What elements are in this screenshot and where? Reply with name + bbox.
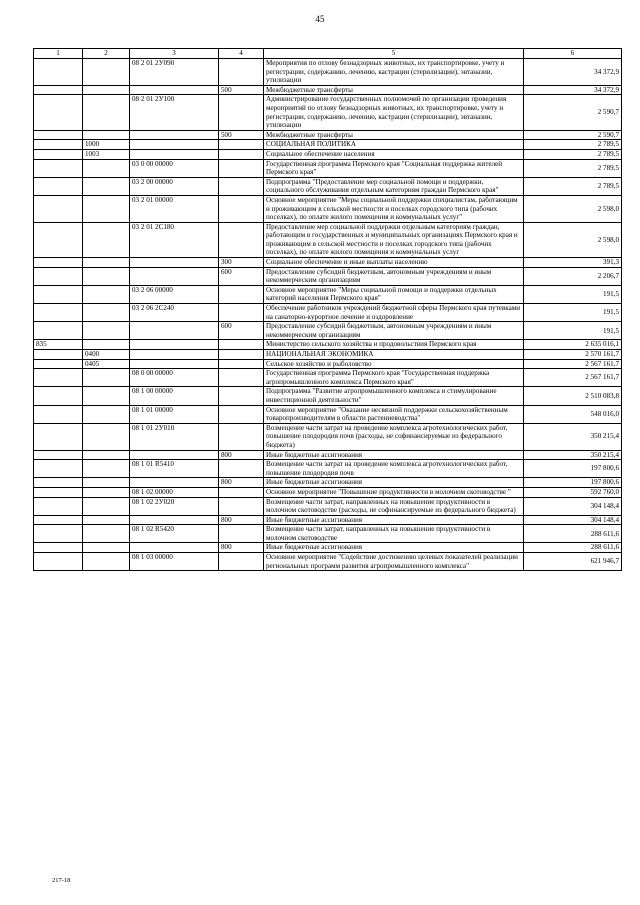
- section-code-cell: [83, 95, 130, 130]
- ministry-code-cell: [34, 405, 83, 423]
- target-article-cell: [130, 322, 219, 340]
- target-article-cell: 08 1 00 00000: [130, 387, 219, 405]
- section-code-cell: [83, 177, 130, 195]
- section-code-cell: [83, 222, 130, 257]
- ministry-code-cell: [34, 487, 83, 497]
- target-article-cell: [130, 258, 219, 268]
- description-cell: Иные бюджетные ассигнования: [264, 450, 524, 460]
- expense-type-cell: [219, 387, 264, 405]
- expense-type-cell: [219, 487, 264, 497]
- target-article-cell: 03 2 01 00000: [130, 195, 219, 222]
- expense-type-cell: [219, 359, 264, 369]
- expense-type-cell: 600: [219, 267, 264, 285]
- amount-cell: 2 567 161,7: [524, 369, 622, 387]
- amount-cell: 288 611,6: [524, 525, 622, 543]
- table-row: [34, 177, 622, 195]
- section-code-cell: [83, 543, 130, 553]
- table-row: [34, 359, 622, 369]
- target-article-cell: 08 2 01 2У090: [130, 59, 219, 86]
- table-row: [34, 543, 622, 553]
- description-cell: Государственная программа Пермского края "Государственная поддержка агропромышленного комплекса Пермского края": [264, 369, 524, 387]
- budget-table: [33, 48, 622, 571]
- section-code-cell: [83, 130, 130, 140]
- target-article-cell: [130, 359, 219, 369]
- description-cell: Возмещение части затрат на проведение комплекса агротехнологических работ, повышение плодородия почв (расходы, не софинансируемые из федерального бюджета): [264, 423, 524, 450]
- table-row: [34, 460, 622, 478]
- expense-type-cell: 800: [219, 543, 264, 553]
- description-cell: Предоставление субсидий бюджетным, автономным учреждениям и иным некоммерческим организациям: [264, 267, 524, 285]
- description-cell: Предоставление мер социальной поддержки отдельным категориям граждан, работающим в государственных и муниципальных организациях Пермского края и проживающим в сельской местности и поселках городского типа (рабочих поселках), по оплате жилого помещения и коммунальных услуг: [264, 222, 524, 257]
- ministry-code-cell: [34, 267, 83, 285]
- target-article-cell: 08 0 00 00000: [130, 369, 219, 387]
- expense-type-cell: [219, 304, 264, 322]
- description-cell: Подпрограмма "Предоставление мер социальной помощи и поддержки, социального обслуживания отдельным категориям граждан Пермского края": [264, 177, 524, 195]
- amount-cell: 34 372,9: [524, 59, 622, 86]
- amount-cell: 2 598,0: [524, 195, 622, 222]
- ministry-code-cell: [34, 525, 83, 543]
- ministry-code-cell: [34, 222, 83, 257]
- amount-cell: 2 635 016,1: [524, 340, 622, 350]
- table-row: [34, 450, 622, 460]
- section-code-cell: [83, 340, 130, 350]
- amount-cell: 191,5: [524, 285, 622, 303]
- ministry-code-cell: [34, 478, 83, 488]
- expense-type-cell: 800: [219, 478, 264, 488]
- section-code-cell: 0405: [83, 359, 130, 369]
- target-article-cell: 08 1 02 R5420: [130, 525, 219, 543]
- ministry-code-cell: [34, 359, 83, 369]
- ministry-code-cell: [34, 177, 83, 195]
- expense-type-cell: [219, 553, 264, 571]
- table-row: [34, 140, 622, 150]
- description-cell: Социальное обеспечение и иные выплаты населению: [264, 258, 524, 268]
- ministry-code-cell: [34, 130, 83, 140]
- target-article-cell: [130, 149, 219, 159]
- table-row: [34, 478, 622, 488]
- section-code-cell: [83, 159, 130, 177]
- section-code-cell: [83, 387, 130, 405]
- amount-cell: 350 215,4: [524, 450, 622, 460]
- ministry-code-cell: [34, 149, 83, 159]
- table-row: [34, 85, 622, 95]
- target-article-cell: 03 0 00 00000: [130, 159, 219, 177]
- description-cell: Возмещение части затрат на проведение комплекса агротехнологических работ, повышение плодородия почв: [264, 460, 524, 478]
- target-article-cell: [130, 450, 219, 460]
- ministry-code-cell: [34, 369, 83, 387]
- target-article-cell: [130, 543, 219, 553]
- ministry-code-cell: [34, 304, 83, 322]
- amount-cell: 350 215,4: [524, 423, 622, 450]
- target-article-cell: 08 1 02 2У020: [130, 497, 219, 515]
- ministry-code-cell: [34, 85, 83, 95]
- expense-type-cell: [219, 340, 264, 350]
- target-article-cell: 08 1 01 2У010: [130, 423, 219, 450]
- section-code-cell: [83, 59, 130, 86]
- ministry-code-cell: [34, 553, 83, 571]
- section-code-cell: [83, 515, 130, 525]
- table-row: [34, 497, 622, 515]
- description-cell: Мероприятия по отлову безнадзорных животных, их транспортировке, учету и регистрации, содержанию, лечению, кастрации (стерилизации), эвтаназии, утилизации: [264, 59, 524, 86]
- amount-cell: 2 570 161,7: [524, 350, 622, 360]
- description-cell: Иные бюджетные ассигнования: [264, 478, 524, 488]
- ministry-code-cell: [34, 460, 83, 478]
- table-row: [34, 149, 622, 159]
- expense-type-cell: [219, 285, 264, 303]
- ministry-code-cell: [34, 95, 83, 130]
- table-row: [34, 222, 622, 257]
- ministry-code-cell: [34, 322, 83, 340]
- table-row: [34, 322, 622, 340]
- section-code-cell: [83, 258, 130, 268]
- header-cell: 3: [130, 49, 219, 59]
- expense-type-cell: [219, 222, 264, 257]
- expense-type-cell: 800: [219, 515, 264, 525]
- description-cell: Сельское хозяйство и рыболовство: [264, 359, 524, 369]
- ministry-code-cell: [34, 423, 83, 450]
- target-article-cell: 08 1 01 00000: [130, 405, 219, 423]
- amount-cell: 592 760,0: [524, 487, 622, 497]
- table-row: [34, 304, 622, 322]
- description-cell: Социальное обеспечение населения: [264, 149, 524, 159]
- description-cell: Подпрограмма "Развитие агропромышленного комплекса и стимулирование инвестиционной деятельности": [264, 387, 524, 405]
- target-article-cell: 03 2 00 00000: [130, 177, 219, 195]
- table-row: [34, 267, 622, 285]
- section-code-cell: [83, 553, 130, 571]
- section-code-cell: [83, 304, 130, 322]
- target-article-cell: 08 1 01 R5410: [130, 460, 219, 478]
- amount-cell: 621 946,7: [524, 553, 622, 571]
- section-code-cell: [83, 450, 130, 460]
- header-cell: 6: [524, 49, 622, 59]
- expense-type-cell: [219, 149, 264, 159]
- description-cell: Основное мероприятие "Меры социальной помощи и поддержки отдельных категорий населения Пермского края": [264, 285, 524, 303]
- target-article-cell: [130, 478, 219, 488]
- amount-cell: 2 598,0: [524, 222, 622, 257]
- ministry-code-cell: [34, 387, 83, 405]
- expense-type-cell: 500: [219, 130, 264, 140]
- target-article-cell: 08 1 02 00000: [130, 487, 219, 497]
- amount-cell: 2 590,7: [524, 95, 622, 130]
- description-cell: Предоставление субсидий бюджетным, автономным учреждениям и иным некоммерческим организациям: [264, 322, 524, 340]
- table-row: [34, 405, 622, 423]
- description-cell: Основное мероприятие "Оказание несвязной поддержки сельскохозяйственным товаропроизводителям в области растениеводства": [264, 405, 524, 423]
- ministry-code-cell: [34, 543, 83, 553]
- table-row: [34, 130, 622, 140]
- table-row: [34, 525, 622, 543]
- amount-cell: 288 611,6: [524, 543, 622, 553]
- description-cell: Возмещение части затрат, направленных на повышение продуктивности в молочном скотоводстве (расходы, не софинансируемые из федерального бюджета): [264, 497, 524, 515]
- table-row: [34, 340, 622, 350]
- section-code-cell: 0400: [83, 350, 130, 360]
- expense-type-cell: 300: [219, 258, 264, 268]
- description-cell: Иные бюджетные ассигнования: [264, 515, 524, 525]
- expense-type-cell: [219, 369, 264, 387]
- section-code-cell: [83, 487, 130, 497]
- expense-type-cell: [219, 140, 264, 150]
- expense-type-cell: 500: [219, 85, 264, 95]
- target-article-cell: [130, 140, 219, 150]
- expense-type-cell: [219, 177, 264, 195]
- expense-type-cell: [219, 59, 264, 86]
- table-row: [34, 423, 622, 450]
- description-cell: СОЦИАЛЬНАЯ ПОЛИТИКА: [264, 140, 524, 150]
- expense-type-cell: [219, 195, 264, 222]
- table-row: [34, 95, 622, 130]
- target-article-cell: 03 2 06 2С240: [130, 304, 219, 322]
- section-code-cell: [83, 497, 130, 515]
- amount-cell: 2 590,7: [524, 130, 622, 140]
- amount-cell: 391,3: [524, 258, 622, 268]
- ministry-code-cell: [34, 195, 83, 222]
- amount-cell: 304 148,4: [524, 497, 622, 515]
- header-cell: 2: [83, 49, 130, 59]
- table-row: [34, 285, 622, 303]
- ministry-code-cell: [34, 450, 83, 460]
- description-cell: Министерство сельского хозяйства и продовольствия Пермского края: [264, 340, 524, 350]
- description-cell: Обеспечение работников учреждений бюджетной сферы Пермского края путевками на санаторно-курортное лечение и оздоровление: [264, 304, 524, 322]
- amount-cell: 197 800,6: [524, 460, 622, 478]
- expense-type-cell: 600: [219, 322, 264, 340]
- section-code-cell: [83, 460, 130, 478]
- table-row: [34, 487, 622, 497]
- amount-cell: 197 800,6: [524, 478, 622, 488]
- amount-cell: 2 789,5: [524, 140, 622, 150]
- table-row: [34, 387, 622, 405]
- header-cell: 1: [34, 49, 83, 59]
- section-code-cell: [83, 423, 130, 450]
- ministry-code-cell: [34, 350, 83, 360]
- target-article-cell: 08 1 03 00000: [130, 553, 219, 571]
- section-code-cell: [83, 525, 130, 543]
- target-article-cell: [130, 515, 219, 525]
- expense-type-cell: [219, 159, 264, 177]
- table-row: [34, 553, 622, 571]
- amount-cell: 548 016,0: [524, 405, 622, 423]
- target-article-cell: [130, 85, 219, 95]
- section-code-cell: 1003: [83, 149, 130, 159]
- table-row: [34, 369, 622, 387]
- ministry-code-cell: [34, 140, 83, 150]
- description-cell: Государственная программа Пермского края "Социальная поддержка жителей Пермского края": [264, 159, 524, 177]
- description-cell: Основное мероприятие "Содействие достижению целевых показателей реализации региональных программ развития агропромышленного комплекса": [264, 553, 524, 571]
- expense-type-cell: 800: [219, 450, 264, 460]
- description-cell: Администрирование государственных полномочий по организации проведения мероприятий по отлову безнадзорных животных, их транспортировке, учету и регистрации, содержанию, лечению, кастрации (стерилизации), эвтаназии, утилизации: [264, 95, 524, 130]
- section-code-cell: [83, 369, 130, 387]
- description-cell: Иные бюджетные ассигнования: [264, 543, 524, 553]
- section-code-cell: [83, 478, 130, 488]
- ministry-code-cell: [34, 59, 83, 86]
- table-row: [34, 258, 622, 268]
- document-code: 217-18: [52, 877, 71, 884]
- amount-cell: 2 789,5: [524, 149, 622, 159]
- description-cell: Межбюджетные трансферты: [264, 130, 524, 140]
- section-code-cell: [83, 85, 130, 95]
- target-article-cell: [130, 267, 219, 285]
- description-cell: Межбюджетные трансферты: [264, 85, 524, 95]
- table-row: [34, 350, 622, 360]
- amount-cell: 2 789,5: [524, 159, 622, 177]
- amount-cell: 34 372,9: [524, 85, 622, 95]
- expense-type-cell: [219, 525, 264, 543]
- header-cell: 4: [219, 49, 264, 59]
- ministry-code-cell: [34, 159, 83, 177]
- amount-cell: 304 148,4: [524, 515, 622, 525]
- ministry-code-cell: [34, 258, 83, 268]
- ministry-code-cell: 835: [34, 340, 83, 350]
- amount-cell: 191,5: [524, 304, 622, 322]
- table-row: [34, 159, 622, 177]
- target-article-cell: 08 2 01 2У100: [130, 95, 219, 130]
- description-cell: Возмещение части затрат, направленных на повышение продуктивности в молочном скотоводстве: [264, 525, 524, 543]
- target-article-cell: [130, 130, 219, 140]
- expense-type-cell: [219, 95, 264, 130]
- section-code-cell: 1000: [83, 140, 130, 150]
- expense-type-cell: [219, 497, 264, 515]
- expense-type-cell: [219, 423, 264, 450]
- table-header-row: [34, 49, 622, 59]
- target-article-cell: 03 2 06 00000: [130, 285, 219, 303]
- section-code-cell: [83, 267, 130, 285]
- ministry-code-cell: [34, 285, 83, 303]
- section-code-cell: [83, 405, 130, 423]
- table-row: [34, 515, 622, 525]
- section-code-cell: [83, 285, 130, 303]
- expense-type-cell: [219, 460, 264, 478]
- expense-type-cell: [219, 405, 264, 423]
- target-article-cell: 03 2 01 2С180: [130, 222, 219, 257]
- section-code-cell: [83, 195, 130, 222]
- amount-cell: 2 567 161,7: [524, 359, 622, 369]
- table-row: [34, 59, 622, 86]
- table-row: [34, 195, 622, 222]
- description-cell: НАЦИОНАЛЬНАЯ ЭКОНОМИКА: [264, 350, 524, 360]
- description-cell: Основное мероприятие "Повышение продуктивности в молочном скотоводстве ": [264, 487, 524, 497]
- section-code-cell: [83, 322, 130, 340]
- header-cell: 5: [264, 49, 524, 59]
- amount-cell: 191,5: [524, 322, 622, 340]
- page-number: 45: [315, 14, 325, 24]
- description-cell: Основное мероприятие "Меры социальной поддержки специалистам, работающим и проживающим в сельской местности и поселках городского типа (рабочих поселках), по оплате жилого помещения и коммунальных услуг": [264, 195, 524, 222]
- expense-type-cell: [219, 350, 264, 360]
- target-article-cell: [130, 350, 219, 360]
- amount-cell: 2 510 083,8: [524, 387, 622, 405]
- target-article-cell: [130, 340, 219, 350]
- ministry-code-cell: [34, 515, 83, 525]
- amount-cell: 2 206,7: [524, 267, 622, 285]
- amount-cell: 2 789,5: [524, 177, 622, 195]
- budget-table-body: [34, 49, 622, 571]
- ministry-code-cell: [34, 497, 83, 515]
